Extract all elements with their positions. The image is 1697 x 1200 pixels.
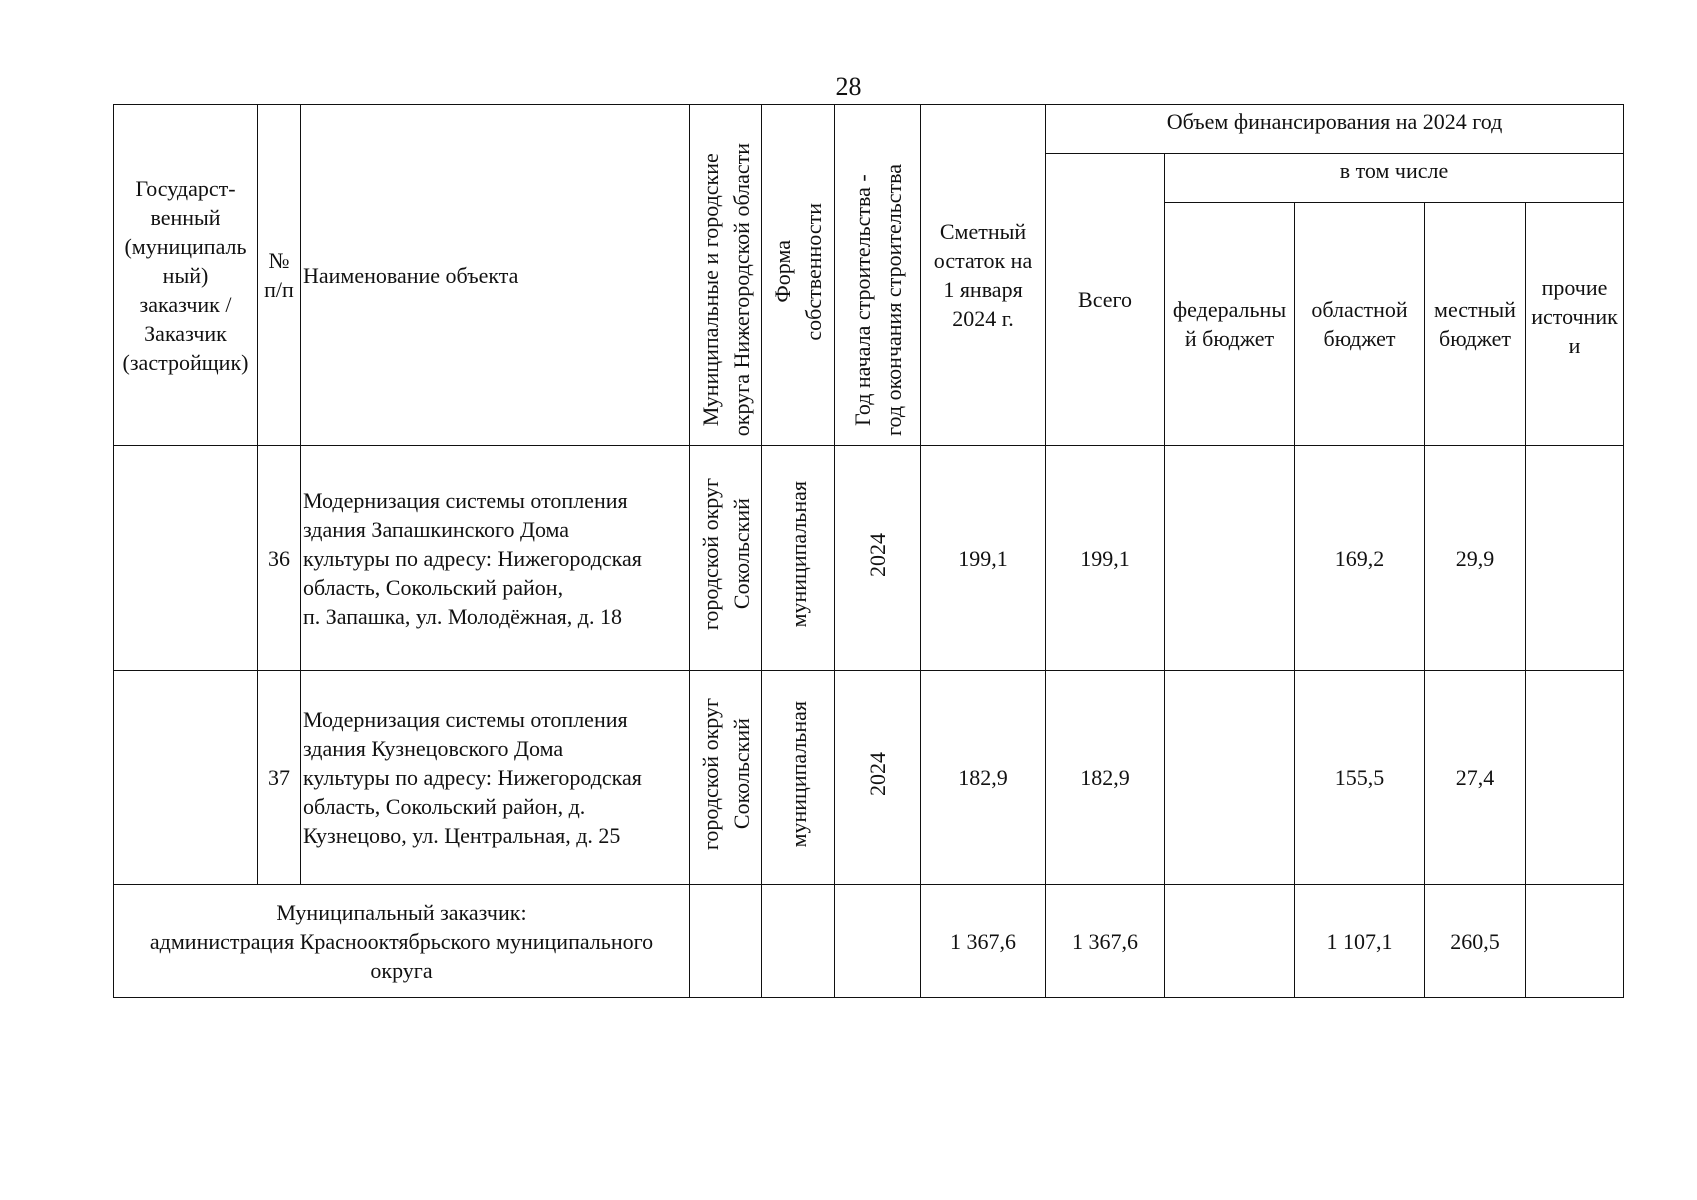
row-other <box>1526 446 1624 671</box>
row-district: городской округ Сокольский <box>690 671 762 885</box>
row-object-name: Модернизация системы отопления здания Запашкинского Дома культуры по адресу: Нижегородская область, Сокольский район, п. Запашка, ул. Молодёжная, д. 18 <box>301 446 690 671</box>
summary-years-empty <box>835 885 921 998</box>
summary-balance: 1 367,6 <box>921 885 1046 998</box>
row-balance: 199,1 <box>921 446 1046 671</box>
summary-label: Муниципальный заказчик: администрация Краснооктябрьского муниципального округа <box>114 885 690 998</box>
header-other: прочие источник и <box>1526 203 1624 446</box>
header-estimated-balance: Сметный остаток на 1 января 2024 г. <box>921 105 1046 446</box>
summary-regional: 1 107,1 <box>1295 885 1425 998</box>
row-other <box>1526 671 1624 885</box>
header-number: № п/п <box>258 105 301 446</box>
financing-table <box>113 104 1624 998</box>
row-balance: 182,9 <box>921 671 1046 885</box>
row-total: 182,9 <box>1046 671 1165 885</box>
row-regional: 169,2 <box>1295 446 1425 671</box>
header-federal: федеральны й бюджет <box>1165 203 1295 446</box>
row-years: 2024 <box>835 446 921 671</box>
header-municipal-district: Муниципальные и городские округа Нижегородской области <box>690 105 762 446</box>
header-object-name: Наименование объекта <box>301 105 690 446</box>
summary-row <box>114 885 1624 998</box>
row-ownership: муниципальная <box>762 671 835 885</box>
header-local: местный бюджет <box>1425 203 1526 446</box>
summary-federal <box>1165 885 1295 998</box>
header-customer: Государст- венный (муниципаль ный) заказчик / Заказчик (застройщик) <box>114 105 258 446</box>
row-years: 2024 <box>835 671 921 885</box>
row-customer-cell <box>114 446 258 671</box>
summary-district-empty <box>690 885 762 998</box>
row-regional: 155,5 <box>1295 671 1425 885</box>
row-ownership: муниципальная <box>762 446 835 671</box>
row-number: 36 <box>258 446 301 671</box>
table-row <box>114 446 1624 671</box>
summary-total: 1 367,6 <box>1046 885 1165 998</box>
header-regional: областной бюджет <box>1295 203 1425 446</box>
summary-ownership-empty <box>762 885 835 998</box>
header-financing-title: Объем финансирования на 2024 год <box>1046 105 1624 154</box>
row-local: 27,4 <box>1425 671 1526 885</box>
page-number: 28 <box>835 72 862 101</box>
row-district: городской округ Сокольский <box>690 446 762 671</box>
header-total: Всего <box>1046 154 1165 446</box>
table-row <box>114 671 1624 885</box>
row-object-name: Модернизация системы отопления здания Кузнецовского Дома культуры по адресу: Нижегородская область, Сокольский район, д. Кузнецово, ул. Центральная, д. 25 <box>301 671 690 885</box>
summary-local: 260,5 <box>1425 885 1526 998</box>
summary-other <box>1526 885 1624 998</box>
header-years: Год начала строительства - год окончания строительства <box>835 105 921 446</box>
row-federal <box>1165 671 1295 885</box>
row-local: 29,9 <box>1425 446 1526 671</box>
row-total: 199,1 <box>1046 446 1165 671</box>
row-federal <box>1165 446 1295 671</box>
row-customer-cell <box>114 671 258 885</box>
header-including: в том числе <box>1165 154 1624 203</box>
row-number: 37 <box>258 671 301 885</box>
header-row-1 <box>114 105 1624 154</box>
header-ownership: Форма собственности <box>762 105 835 446</box>
